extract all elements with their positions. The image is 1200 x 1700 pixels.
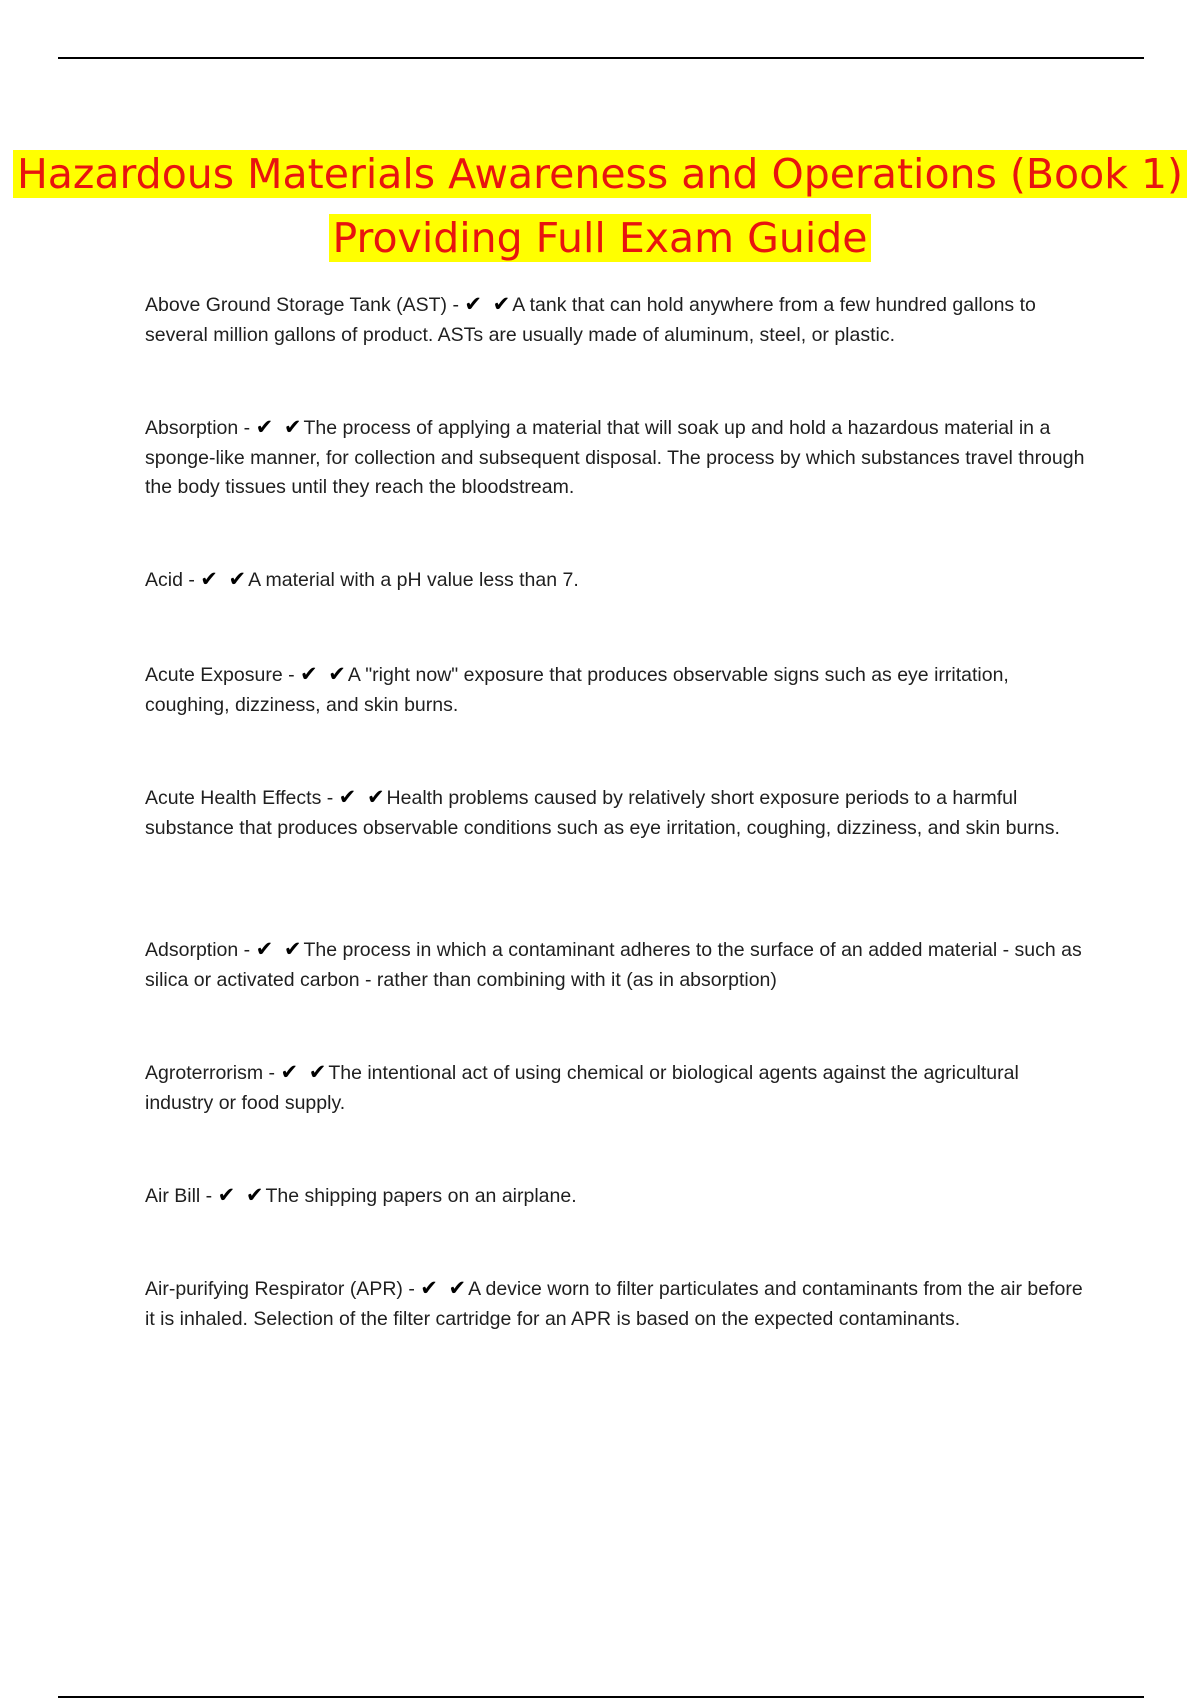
- entry-separator: -: [447, 294, 465, 316]
- check-icon: ✔ ✔: [338, 785, 387, 809]
- entry-definition: A material with a pH value less than 7.: [248, 569, 579, 591]
- entry-separator: -: [263, 1062, 281, 1084]
- entry-term: Agroterrorism: [145, 1062, 264, 1084]
- entry-separator: -: [182, 569, 201, 591]
- entry-term: Acid: [145, 569, 183, 591]
- check-icon: ✔ ✔: [280, 1060, 329, 1084]
- entry-definition: A device worn to filter particulates and contaminants from the air before it is inhaled. Selection of the filter cartridge for an APR is based on the expected contaminants.: [145, 1278, 1083, 1330]
- entry-separator: -: [238, 939, 256, 961]
- check-icon: ✔ ✔: [255, 937, 304, 961]
- bottom-rule: [58, 1696, 1144, 1698]
- entry-definition: The intentional act of using chemical or biological agents against the agricultural industry or food supply.: [145, 1062, 1019, 1114]
- entry-definition: A tank that can hold anywhere from a few hundred gallons to several million gallons of product. ASTs are usually made of aluminum, steel, or plastic.: [145, 294, 1036, 346]
- entry-separator: -: [321, 787, 339, 809]
- entry-separator: -: [402, 1278, 421, 1300]
- glossary-entry: [145, 290, 1090, 350]
- page-title-text: Hazardous Materials Awareness and Operations (Book 1) Providing Full Exam Guide: [13, 150, 1187, 262]
- glossary-entry: [145, 565, 1090, 596]
- check-icon: ✔ ✔: [217, 1183, 266, 1207]
- entry-definition: The shipping papers on an airplane.: [265, 1185, 577, 1207]
- entry-term: Above Ground Storage Tank (AST): [145, 294, 448, 316]
- check-icon: ✔ ✔: [200, 567, 249, 591]
- glossary-entry: [145, 1181, 1090, 1212]
- entry-definition: The process of applying a material that will soak up and hold a hazardous material in a sponge-like manner, for collection and subsequent disposal. The process by which substances travel through the body tissues until they reach the bloodstream.: [145, 417, 1085, 498]
- entry-term: Acute Health Effects: [145, 787, 322, 809]
- entry-definition: Health problems caused by relatively short exposure periods to a harmful substance that produces observable conditions such as eye irritation, coughing, dizziness, and skin burns.: [145, 787, 1060, 839]
- check-icon: ✔ ✔: [464, 292, 513, 316]
- check-icon: ✔ ✔: [300, 662, 348, 686]
- check-icon: ✔ ✔: [420, 1276, 469, 1300]
- glossary-entry: [145, 783, 1090, 843]
- entry-term: Adsorption: [145, 939, 239, 961]
- entry-term: Air Bill: [145, 1185, 201, 1207]
- glossary-entry: [145, 935, 1090, 995]
- glossary-entry: [145, 1058, 1090, 1118]
- entry-separator: -: [238, 417, 256, 439]
- entry-term: Absorption: [145, 417, 239, 439]
- glossary-entry: [145, 660, 1090, 720]
- check-icon: ✔ ✔: [255, 415, 304, 439]
- glossary-entry: [145, 1274, 1090, 1334]
- page-title: [0, 142, 1200, 270]
- glossary-entry: [145, 413, 1090, 503]
- entry-definition: A "right now" exposure that produces observable signs such as eye irritation, coughing, dizziness, and skin burns.: [145, 664, 1009, 716]
- top-rule: [58, 57, 1144, 59]
- entry-term: Acute Exposure: [145, 664, 283, 686]
- entry-separator: -: [200, 1185, 218, 1207]
- entry-term: Air-purifying Respirator (APR): [145, 1278, 403, 1300]
- entry-definition: The process in which a contaminant adheres to the surface of an added material - such as silica or activated carbon - rather than combining with it (as in absorption): [145, 939, 1082, 991]
- entry-separator: -: [282, 664, 301, 686]
